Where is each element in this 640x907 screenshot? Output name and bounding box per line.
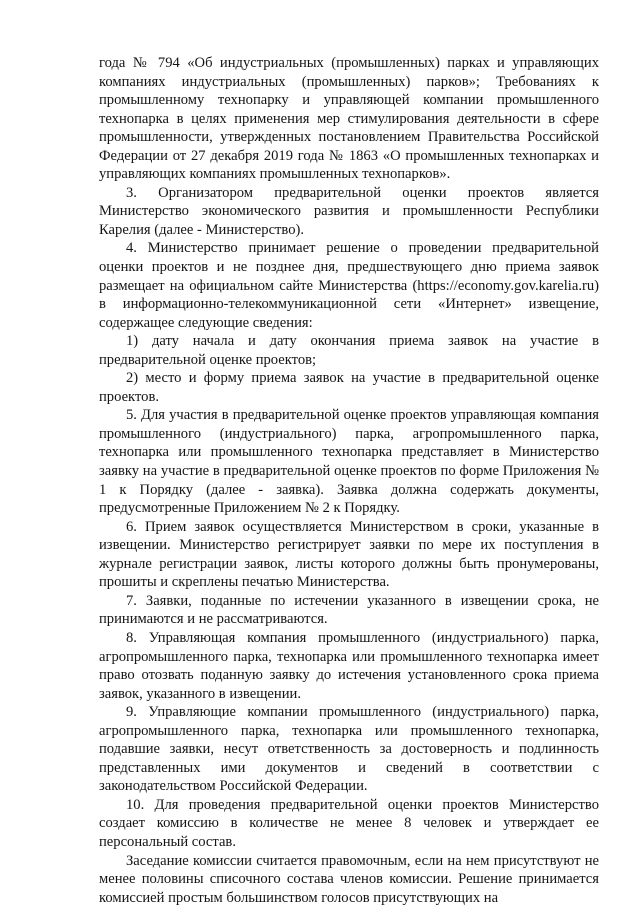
paragraph-continuation: года № 794 «Об индустриальных (промышленных) парках и управляющих компаниях индустриальных (промышленных) парков»; Требованиях к промышленному технопарку и управляющей компании промышленного технопарка в целях применения мер стимулирования деятельности в сфере промышленности, утвержденных постановлением Правительства Российской Федерации от 27 декабря 2019 года № 1863 «О промышленных технопарках и управляющих компаниях промышленных технопарков». <box>99 55 599 183</box>
paragraph-quorum: Заседание комиссии считается правомочным, если на нем присутствуют не менее половины списочного состава членов комиссии. Решение принимается комиссией простым большинством голосов присутствующих на <box>99 852 599 906</box>
subitem-2-place-form: 2) место и форму приема заявок на участие в предварительной оценке проектов. <box>99 370 599 405</box>
paragraph-3-organizer: 3. Организатором предварительной оценки проектов является Министерство экономического развития и промышленности Республики Карелия (далее - Министерство). <box>99 184 599 238</box>
paragraph-10-commission: 10. Для проведения предварительной оценки проектов Министерство создает комиссию в количестве не менее 8 человек и утверждает ее персональный состав. <box>99 796 599 850</box>
paragraph-7-late-applications: 7. Заявки, поданные по истечении указанного в извещении срока, не принимаются и не рассматриваются. <box>99 592 599 628</box>
paragraph-6-acceptance: 6. Прием заявок осуществляется Министерством в сроки, указанные в извещении. Министерство регистрирует заявки по мере их поступления в журнале регистрации заявок, листы которого должны быть пронумерованы, прошиты и скреплены печатью Министерства. <box>99 518 599 591</box>
document-page <box>99 54 599 907</box>
paragraph-5-participation: 5. Для участия в предварительной оценке проектов управляющая компания промышленного (индустриального) парка, агропромышленного парка, технопарка или промышленного технопарка представляет в Министерство заявку на участие в предварительной оценке проектов по форме Приложения № 1 к Порядку (далее - заявка). Заявка должна содержать документы, предусмотренные Приложением № 2 к Порядку. <box>99 407 599 517</box>
paragraph-8-withdrawal: 8. Управляющая компания промышленного (индустриального) парка, агропромышленного парка, технопарка или промышленного технопарка имеет право отозвать поданную заявку до истечения установленного срока приема заявок, указанного в извещении. <box>99 629 599 702</box>
paragraph-9-responsibility: 9. Управляющие компании промышленного (индустриального) парка, агропромышленного парка, технопарка или промышленного технопарка, подавшие заявки, несут ответственность за достоверность и подлинность представленных ими документов и сведений в соответствии с законодательством Российской Федерации. <box>99 704 599 795</box>
paragraph-4-decision: 4. Министерство принимает решение о проведении предварительной оценки проектов и не позднее дня, предшествующего дню приема заявок размещает на официальном сайте Министерства (https://economy.gov.karelia.ru) в информационно-телекоммуникационной сети «Интернет» извещение, содержащее следующие сведения: <box>99 240 599 331</box>
subitem-1-dates: 1) дату начала и дату окончания приема заявок на участие в предварительной оценке проектов; <box>99 333 599 368</box>
